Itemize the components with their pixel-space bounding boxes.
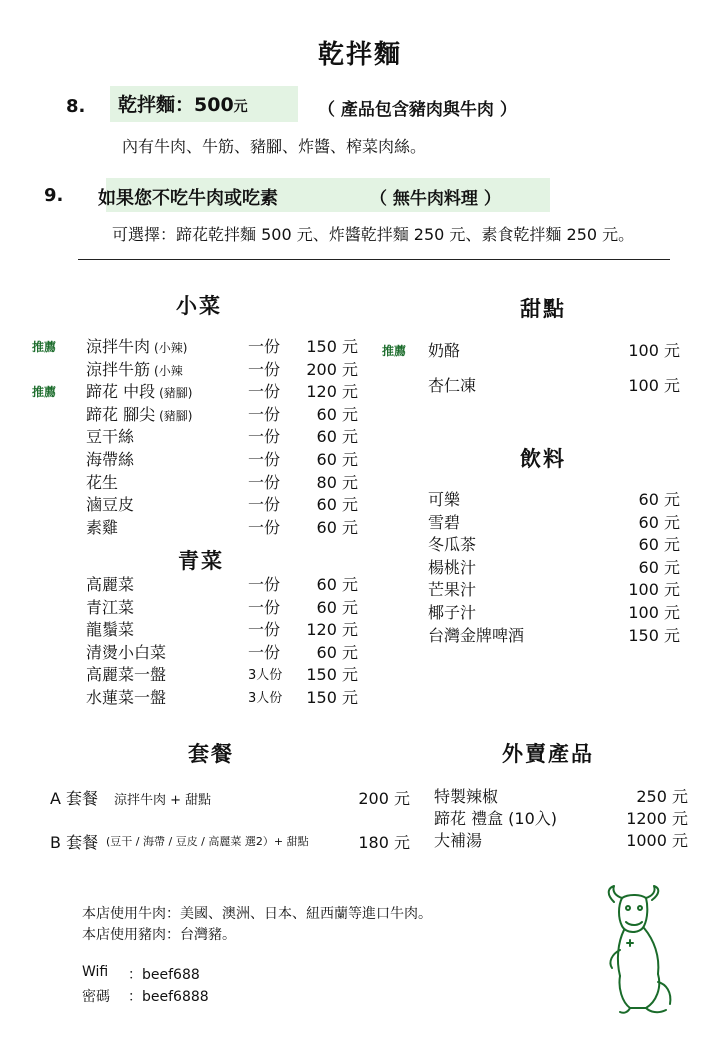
xiaocai-item-price: 150 元: [306, 337, 358, 356]
qingcai-item-name: 清燙小白菜: [86, 642, 167, 662]
xiaocai-item-price: 80 元: [316, 472, 358, 492]
drink-item-price: 100 元: [628, 603, 680, 622]
qingcai-item-name: 高麗菜一盤: [86, 665, 167, 685]
xiaocai-item-name: 海帶絲: [86, 450, 135, 469]
xiaocai-item-price: 60 元: [316, 427, 358, 447]
qingcai-title: 青菜: [178, 549, 224, 573]
xiaocai-item-price: 120 元: [306, 382, 358, 402]
xiaocai-item-price: 60 元: [316, 517, 358, 537]
item8-unit: 元: [233, 99, 248, 115]
xiaocai-item-name: 涼拌牛肉: [86, 337, 151, 356]
xiaocai-item-note: (小辣: [154, 363, 183, 378]
xiaocai-item-note: (豬腳): [159, 386, 193, 401]
bull-mascot-icon: [600, 884, 680, 1016]
item8-note: （ 產品包含豬肉與牛肉 ）: [318, 100, 517, 120]
xiaocai-item-note: (小辣): [154, 341, 188, 355]
drink-item-name: 楊桃汁: [428, 557, 477, 577]
takeout-item-price: 1200 元: [626, 809, 688, 828]
drink-item-price: 60 元: [638, 557, 680, 577]
drink-item-price: 60 元: [638, 535, 680, 555]
xiaocai-item-name: 滷豆皮: [86, 495, 135, 515]
xiaocai-item-name: 花生: [86, 472, 119, 492]
drink-item-name: 芒果汁: [428, 580, 477, 600]
tiandian-item-price: 100 元: [628, 376, 680, 395]
tiandian-item-name: 奶酪: [428, 341, 461, 360]
set-b-price: 180 元: [358, 833, 410, 852]
qingcai-item-price: 150 元: [306, 688, 358, 707]
taocan-title: 套餐: [188, 742, 234, 766]
qingcai-item-price: 60 元: [316, 642, 358, 662]
xiaocai-item-qty: 一份: [248, 382, 281, 402]
xiaocai-item-qty: 一份: [248, 359, 281, 379]
set-a-price: 200 元: [358, 789, 410, 808]
drink-item-price: 60 元: [638, 490, 680, 509]
xiaocai-item-name: 蹄花 腳尖: [86, 404, 156, 424]
xiaocai-title: 小菜: [176, 294, 222, 318]
page-title: 乾拌麵: [317, 40, 402, 70]
xiaocai-item-qty: 一份: [248, 495, 281, 515]
wifi-label: Wifi: [82, 964, 109, 980]
item8-description: 內有牛肉、牛筋、豬腳、炸醬、榨菜肉絲。: [122, 137, 427, 156]
qingcai-item-qty: 一份: [248, 620, 281, 640]
takeout-title: 外賣產品: [502, 742, 594, 766]
xiaocai-item-price: 200 元: [306, 359, 358, 379]
xiaocai-item-qty: 一份: [248, 450, 281, 469]
drink-item-name: 雪碧: [428, 512, 461, 532]
xiaocai-item-price: 60 元: [316, 404, 358, 424]
set-a-desc: 涼拌牛肉 + 甜點: [114, 793, 212, 808]
takeout-item-price: 250 元: [636, 787, 688, 806]
xiaocai-item-qty: 一份: [248, 472, 281, 492]
drink-item-name: 冬瓜茶: [428, 535, 477, 555]
divider: [78, 259, 670, 260]
qingcai-item-qty: 一份: [248, 642, 281, 662]
list-item: [86, 334, 187, 357]
takeout-item-name: 特製辣椒: [434, 787, 499, 806]
item8-name-highlight: [110, 86, 298, 122]
qingcai-item-price: 120 元: [306, 620, 358, 640]
recommend-badge: 推薦: [32, 340, 57, 354]
tiandian-item-name: 杏仁凍: [428, 376, 477, 395]
qingcai-item-price: 60 元: [316, 575, 358, 594]
list-item: [86, 424, 138, 447]
qingcai-item-name: 高麗菜: [86, 575, 135, 594]
qingcai-item-price: 60 元: [316, 597, 358, 617]
footer-beef: 本店使用牛肉：美國、澳洲、日本、紐西蘭等進口牛肉。: [82, 906, 432, 922]
xiaocai-item-name: 豆干絲: [86, 427, 135, 447]
item9-description: 可選擇：蹄花乾拌麵 500 元、炸醬乾拌麵 250 元、素食乾拌麵 250 元。: [112, 225, 635, 244]
qingcai-item-name: 青江菜: [86, 597, 135, 617]
password-label: 密碼: [82, 989, 110, 1005]
set-b-desc: (豆干 / 海帶 / 豆皮 / 高麗菜 選2）+ 甜點: [106, 835, 309, 848]
set-a-name: A 套餐: [50, 789, 99, 808]
list-item: [86, 447, 138, 470]
drink-item-price: 100 元: [628, 580, 680, 600]
qingcai-item-qty: 一份: [248, 597, 281, 617]
xiaocai-item-note: (豬腳): [159, 408, 193, 423]
list-item: [86, 402, 192, 425]
takeout-item-name: 蹄花 禮盒 (10入): [434, 809, 558, 828]
drink-item-price: 150 元: [628, 625, 680, 645]
wifi-value: ：beef688: [128, 967, 200, 983]
xiaocai-item-qty: 一份: [248, 404, 281, 424]
set-b-name: B 套餐: [50, 833, 99, 852]
qingcai-item-qty: 3人份: [248, 691, 283, 706]
xiaocai-item-qty: 一份: [248, 337, 281, 356]
list-item: [86, 357, 183, 380]
drinks-title: 飲料: [520, 447, 566, 471]
recommend-badge: 推薦: [32, 385, 57, 400]
qingcai-item-name: 龍鬚菜: [86, 620, 135, 640]
xiaocai-item-qty: 一份: [248, 517, 281, 537]
item9-note: （ 無牛肉料理 ）: [370, 189, 501, 209]
drink-item-name: 椰子汁: [428, 603, 477, 622]
xiaocai-item-name: 素雞: [86, 517, 119, 537]
drink-item-price: 60 元: [638, 512, 680, 532]
tiandian-item-price: 100 元: [628, 341, 680, 360]
xiaocai-item-price: 60 元: [316, 495, 358, 515]
list-item: [86, 470, 122, 493]
takeout-item-price: 1000 元: [626, 831, 688, 850]
list-item: [86, 492, 138, 515]
drink-item-name: 可樂: [428, 490, 461, 509]
xiaocai-item-name: 蹄花 中段: [86, 382, 156, 402]
recommend-badge: 推薦: [382, 344, 407, 358]
item8-number: 8.: [66, 96, 86, 117]
item8-name: 乾拌麵：500: [118, 94, 234, 116]
qingcai-item-name: 水蓮菜一盤: [86, 688, 167, 707]
list-item: [86, 515, 122, 538]
password-value: ：beef6888: [128, 989, 209, 1005]
item9-name: 如果您不吃牛肉或吃素: [98, 188, 278, 209]
takeout-item-name: 大補湯: [434, 831, 483, 850]
footer-pork: 本店使用豬肉：台灣豬。: [82, 927, 236, 943]
drink-item-name: 台灣金牌啤酒: [428, 625, 525, 645]
xiaocai-item-price: 60 元: [316, 450, 358, 469]
item9-number: 9.: [44, 185, 64, 206]
tiandian-title: 甜點: [520, 297, 566, 321]
qingcai-item-qty: 3人份: [248, 668, 283, 684]
list-item: [86, 379, 192, 402]
qingcai-item-qty: 一份: [248, 575, 281, 594]
qingcai-item-price: 150 元: [306, 665, 358, 685]
xiaocai-item-qty: 一份: [248, 427, 281, 447]
xiaocai-item-name: 涼拌牛筋: [86, 359, 151, 379]
